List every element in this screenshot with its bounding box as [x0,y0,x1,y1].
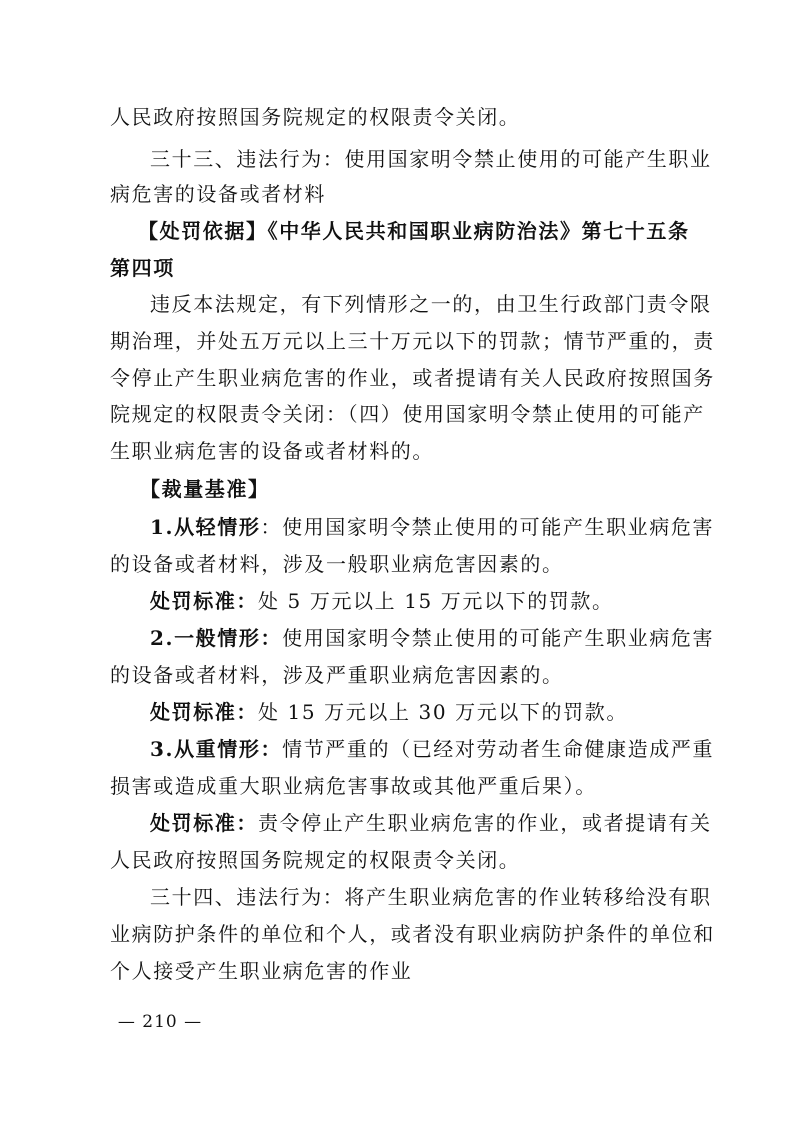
section-34-title: 三十四、违法行为：将产生职业病危害的作业转移给没有职 [150,885,712,909]
section-33-title: 三十三、违法行为：使用国家明令禁止使用的可能产生职业 [150,147,712,171]
lenient-case-cont: 的设备或者材料，涉及一般职业病危害因素的。 [110,552,564,576]
law-text-line: 令停止产生职业病危害的作业，或者提请有关人民政府按照国务 [110,366,715,390]
penalty-standard-text: 处 5 万元以上 15 万元以下的罚款。 [258,589,614,613]
law-text-line: 违反本法规定，有下列情形之一的，由卫生行政部门责令限 [150,292,712,316]
section-34-title-cont: 个人接受产生职业病危害的作业 [110,959,413,983]
law-text-line: 生职业病危害的设备或者材料的。 [110,439,434,463]
severe-penalty-cont: 人民政府按照国务院规定的权限责令关闭。 [110,848,521,872]
penalty-standard-label: 处罚标准： [150,700,258,724]
severe-penalty [150,809,712,837]
penalty-standard-text: 处 15 万元以上 30 万元以下的罚款。 [258,700,628,724]
discretion-standard-heading: 【裁量基准】 [140,477,270,501]
law-text-line: 院规定的权限责令关闭：（四）使用国家明令禁止使用的可能产 [110,402,705,426]
penalty-standard-label: 处罚标准： [150,589,258,613]
penalty-basis-heading: 【处罚依据】《中华人民共和国职业病防治法》第七十五条 [138,219,690,243]
general-case [150,624,714,652]
lenient-case [150,513,714,541]
severe-case [150,735,714,763]
penalty-standard-label: 处罚标准： [150,811,258,835]
penalty-basis-heading-cont: 第四项 [110,256,175,280]
section-33-title-cont: 病危害的设备或者材料 [110,182,326,206]
severe-case-label: 3.从重情形： [150,737,283,761]
lenient-penalty [150,587,614,615]
general-case-text: 使用国家明令禁止使用的可能产生职业病危害 [282,626,715,650]
lenient-case-label: 1.从轻情形 [150,515,261,539]
general-penalty [150,698,628,726]
paragraph-line: 人民政府按照国务院规定的权限责令关闭。 [110,105,521,129]
lenient-case-text: ：使用国家明令禁止使用的可能产生职业病危害 [260,515,715,539]
general-case-cont: 的设备或者材料，涉及严重职业病危害因素的。 [110,663,564,687]
severe-case-cont: 损害或造成重大职业病危害事故或其他严重后果）。 [110,774,597,798]
penalty-standard-text: 责令停止产生职业病危害的作业，或者提请有关 [258,811,712,835]
general-case-label: 2.一般情形： [150,626,283,650]
section-34-title-cont: 业病防护条件的单位和个人，或者没有职业病防护条件的单位和 [110,922,715,946]
law-text-line: 期治理，并处五万元以上三十万元以下的罚款；情节严重的，责 [110,329,715,353]
severe-case-text: 情节严重的（已经对劳动者生命健康造成严重 [282,737,715,761]
page-number: — 210 — [117,1012,203,1032]
